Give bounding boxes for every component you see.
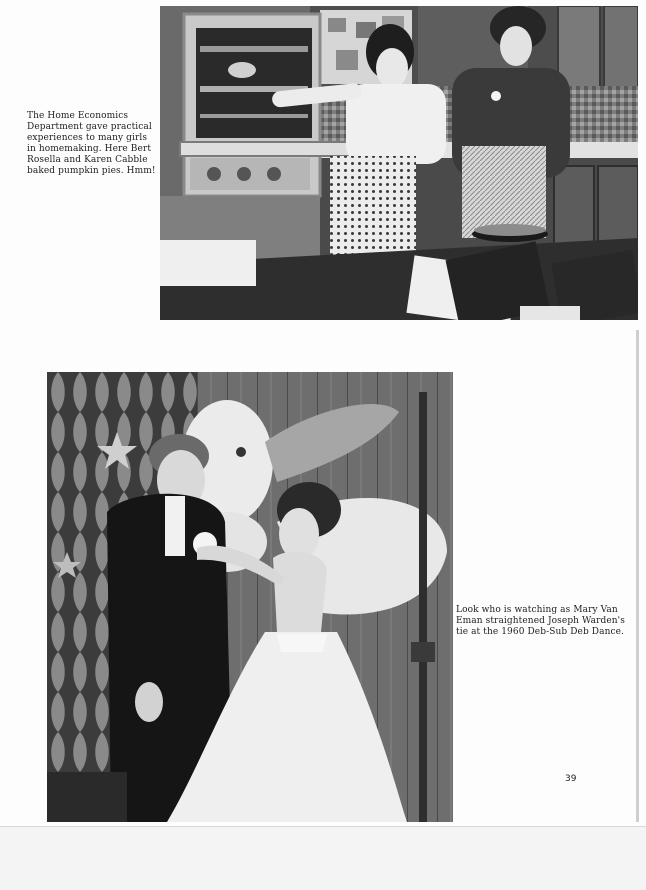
page-number: 39 xyxy=(565,774,577,784)
page-bottom-margin xyxy=(0,826,646,890)
deb-dance-caption: Look who is watching as Mary Van Eman straightened Joseph Warden's tie at the 1960 Deb-Sub Deb Dance. xyxy=(456,605,625,637)
home-economics-caption: The Home Economics Department gave practical experiences to many girls in homemaking. Here Bert Rosella and Karen Cabble baked pumpkin pies. Hmm! xyxy=(27,111,156,176)
deb-dance-photo xyxy=(47,372,453,822)
home-economics-photo xyxy=(160,6,638,320)
page-binding-edge xyxy=(636,330,639,822)
